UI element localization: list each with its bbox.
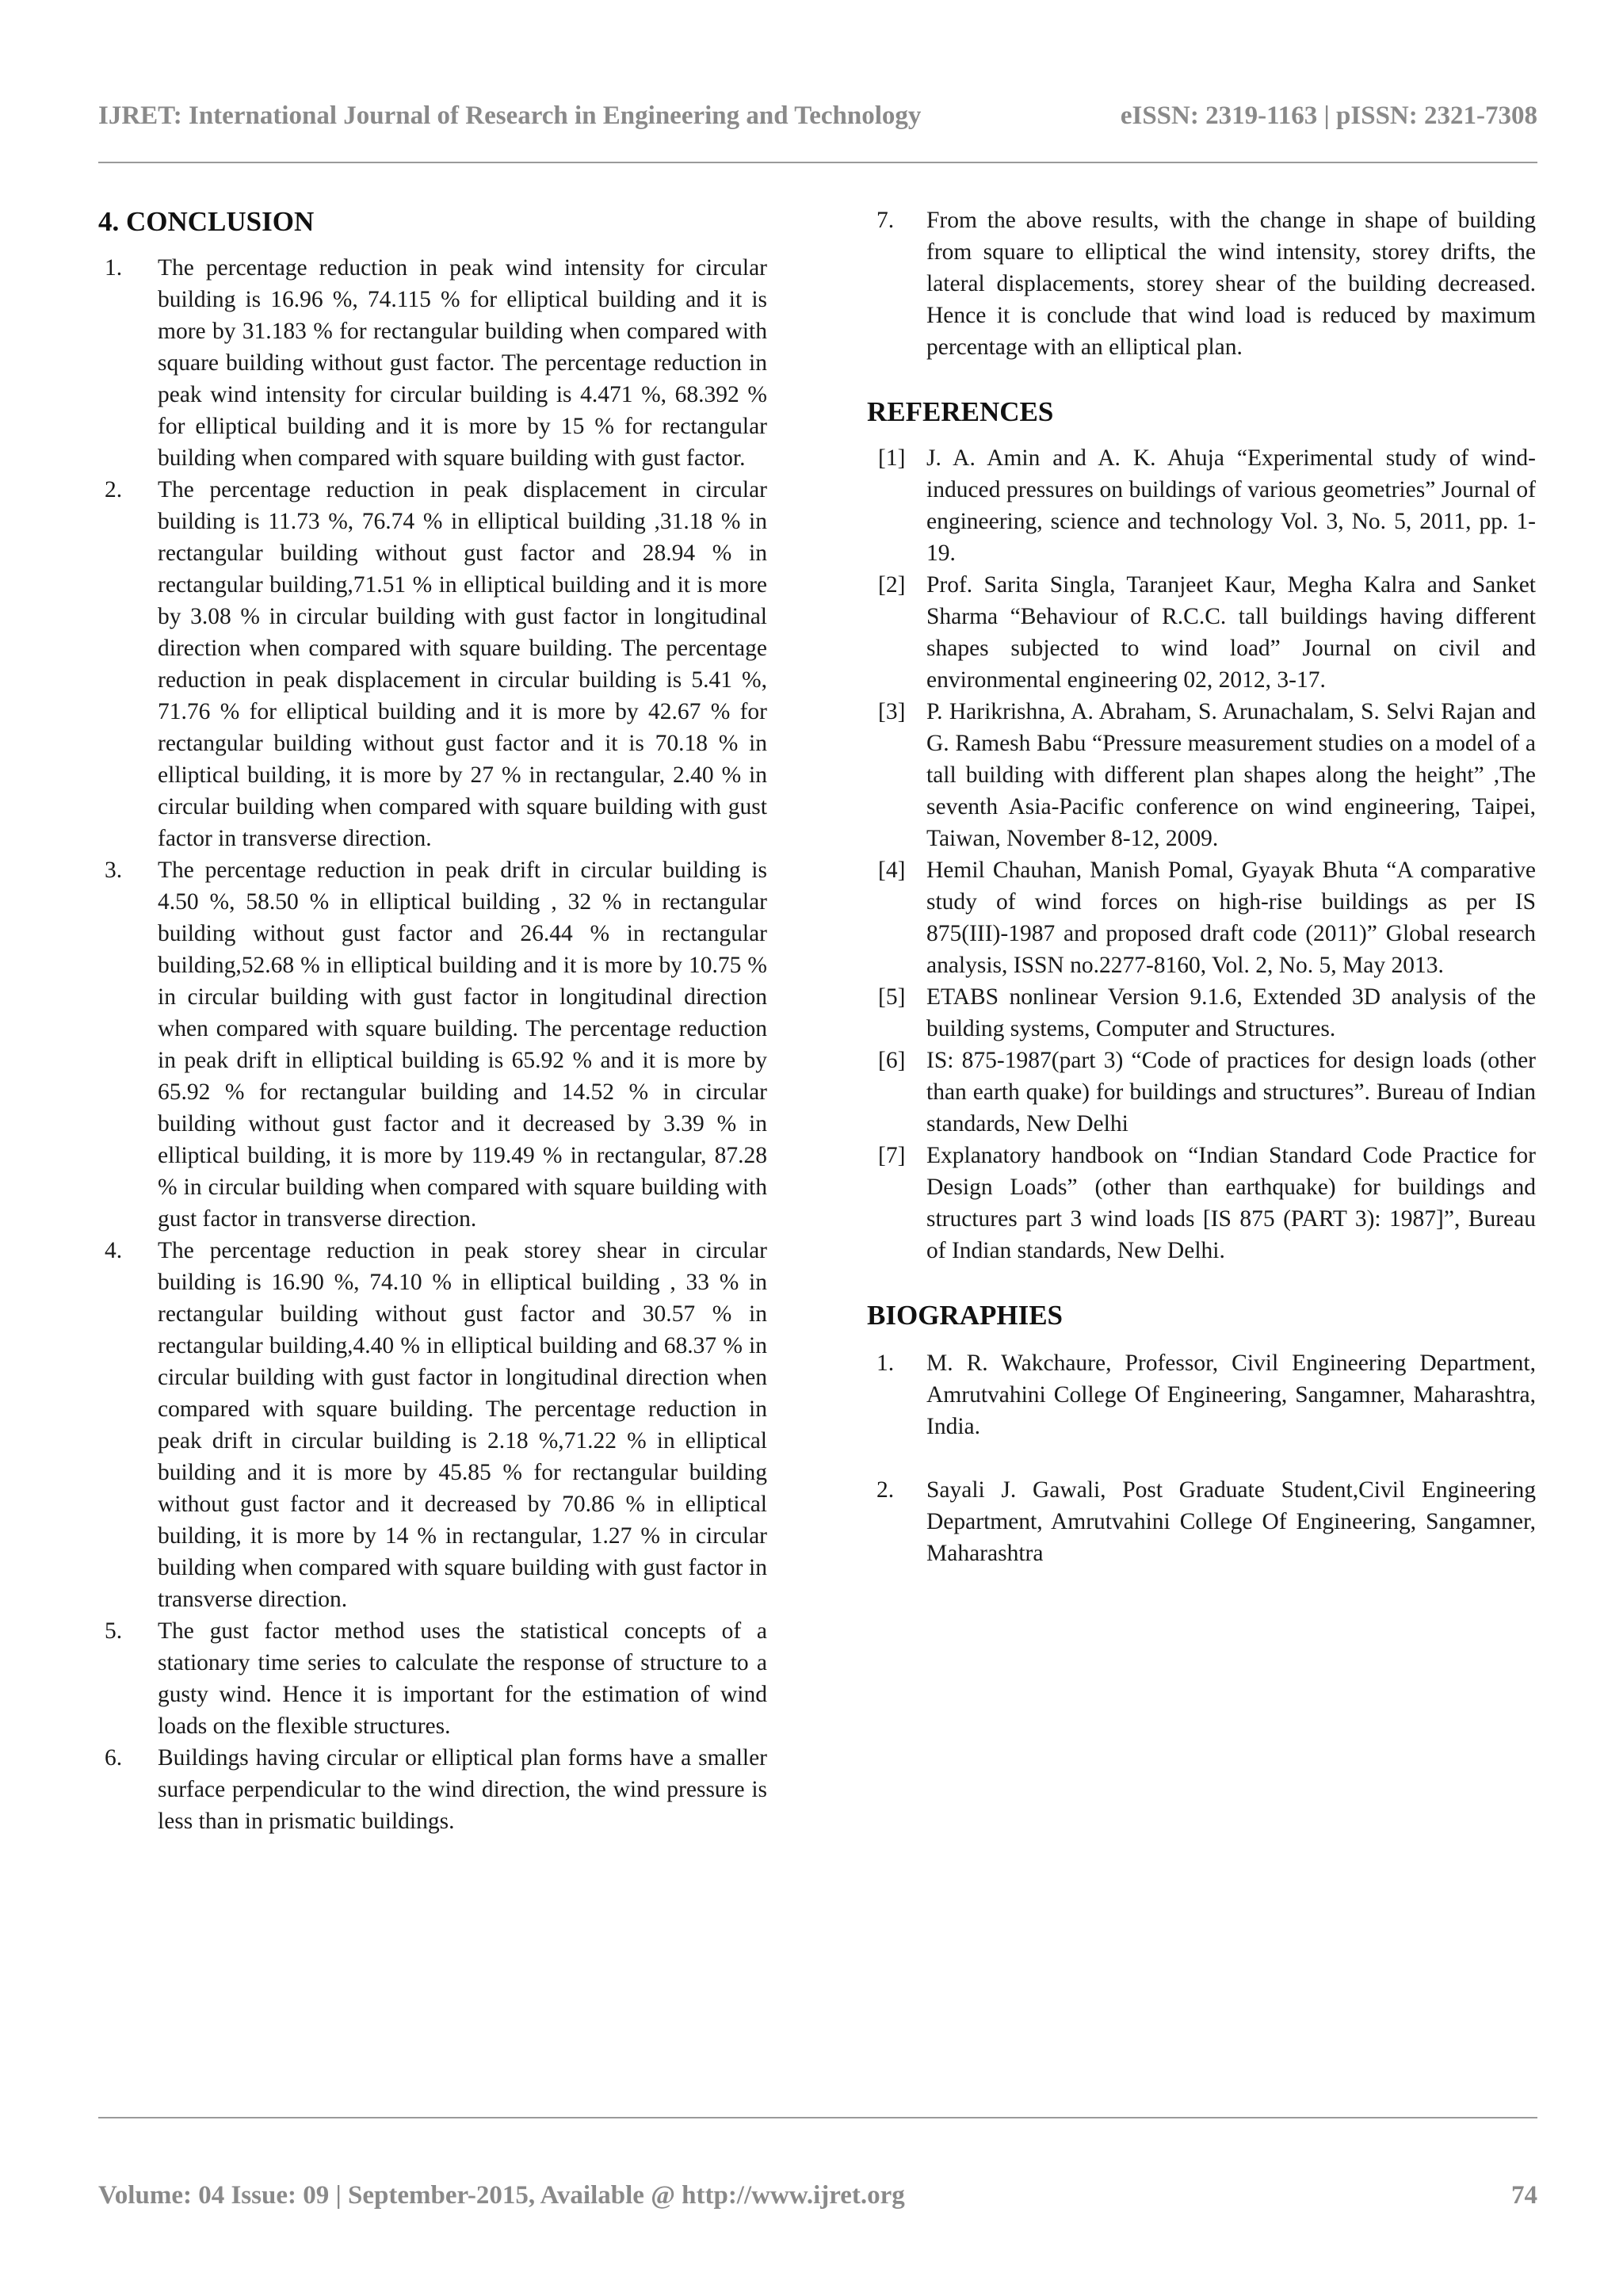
reference-item [867,981,1536,1045]
reference-text: J. A. Amin and A. K. Ahuja “Experimental study of wind-induced pressures on buildings of various geometries” Journal of engineering, science and technology Vol. 3, No. 5, 2011, pp. 1-19. [926,445,1536,566]
list-item-text: The percentage reduction in peak storey shear in circular building is 16.90 %, 74.10 % in elliptical building , 33 % in rectangular building without gust factor and 30.57 % in rectangular building,4.40 % in elliptical building and 68.37 % in circular building with gust factor in longitudinal direction when compared with square building. The percentage reduction in peak drift in circular building is 2.18 %,71.22 % in elliptical building and it is more by 45.85 % for rectangular building without gust factor and it decreased by 70.86 % in elliptical building, it is more by 14 % in rectangular, 1.27 % in circular building when compared with square building with gust factor in transverse direction. [158,1238,767,1612]
reference-item [867,1140,1536,1266]
reference-number: [7] [878,1143,906,1168]
running-footer [98,2181,1537,2210]
reference-item [867,1045,1536,1140]
list-item-text: The gust factor method uses the statistical concepts of a stationary time series to calculate the response of structure to a gusty wind. Hence it is important for the estimation of wind loads on the flexible structures. [158,1618,767,1739]
reference-number: [1] [878,445,906,471]
biographies-list [867,1347,1536,1569]
list-item-text: From the above results, with the change in shape of building from square to elliptical the wind intensity, storey drifts, the lateral displacements, storey shear of the building decreased. Hence it is conclude that wind load is reduced by maximum percentage with an elliptical plan. [926,208,1536,360]
list-item-number: 4. [105,1238,123,1263]
list-item [98,854,767,1235]
list-item [98,474,767,854]
list-item-number: 1. [105,255,123,281]
reference-number: [3] [878,699,906,724]
reference-item [867,696,1536,854]
biography-number: 2. [876,1477,895,1503]
running-header [98,101,1537,131]
biography-text: Sayali J. Gawali, Post Graduate Student,Civil Engineering Department, Amrutvahini College Of Engineering, Sangamner, Maharashtra [926,1477,1536,1566]
list-item [98,252,767,474]
list-item-number: 6. [105,1745,123,1771]
footer-rule [98,2117,1537,2118]
journal-title: IJRET: International Journal of Research in Engineering and Technology [98,101,922,130]
volume-info: Volume: 04 Issue: 09 | September-2015, Available @ http://www.ijret.org [98,2181,905,2210]
left-column [98,204,767,1837]
reference-text: P. Harikrishna, A. Abraham, S. Arunachalam, S. Selvi Rajan and G. Ramesh Babu “Pressure measurement studies on a model of a tall building with different plan shapes along the height” ,The seventh Asia-Pacific conference on wind engineering, Taipei, Taiwan, November 8-12, 2009. [926,699,1536,851]
biography-item [867,1347,1536,1442]
reference-number: [2] [878,572,906,598]
list-item-number: 5. [105,1618,123,1644]
reference-item [867,854,1536,981]
issn-label: eISSN: 2319-1163 | pISSN: 2321-7308 [1120,101,1537,130]
list-item-text: The percentage reduction in peak wind intensity for circular building is 16.96 %, 74.115 % for elliptical building and it is more by 31.183 % for rectangular building when compared with square building without gust factor. The percentage reduction in peak wind intensity for circular building is 4.471 %, 68.392 % for elliptical building and it is more by 15 % for rectangular building when compared with square building with gust factor. [158,255,767,471]
reference-number: [5] [878,984,906,1010]
list-item-number: 3. [105,858,123,883]
reference-text: IS: 875-1987(part 3) “Code of practices for design loads (other than earth quake) for buildings and structures”. Bureau of Indian standards, New Delhi [926,1048,1536,1137]
list-item [98,1235,767,1615]
list-item-number: 2. [105,477,123,502]
list-item [867,204,1536,363]
reference-item [867,442,1536,569]
list-item-text: Buildings having circular or elliptical plan forms have a smaller surface perpendicular to the wind direction, the wind pressure is less than in prismatic buildings. [158,1745,767,1834]
biographies-heading: BIOGRAPHIES [867,1300,1063,1331]
list-item [98,1742,767,1837]
references-section [867,395,1536,1266]
reference-text: Prof. Sarita Singla, Taranjeet Kaur, Megha Kalra and Sanket Sharma “Behaviour of R.C.C. tall buildings having different shapes subjected to wind load” Journal on civil and environmental engineering 02, 2012, 3-17. [926,572,1536,693]
list-item-number: 7. [876,208,895,233]
reference-text: Hemil Chauhan, Manish Pomal, Gyayak Bhuta “A comparative study of wind forces on high-rise buildings as per IS 875(III)-1987 and proposed draft code (2011)” Global research analysis, ISSN no.2277-8160, Vol. 2, No. 5, May 2013. [926,858,1536,978]
references-list [867,442,1536,1266]
biographies-section [867,1298,1536,1569]
reference-item [867,569,1536,696]
biography-text: M. R. Wakchaure, Professor, Civil Engineering Department, Amrutvahini College Of Engineering, Sangamner, Maharashtra, India. [926,1350,1536,1439]
biography-item [867,1474,1536,1569]
list-item [98,1615,767,1742]
right-column [867,204,1536,1601]
reference-text: Explanatory handbook on “Indian Standard Code Practice for Design Loads” (other than earthquake) for buildings and structures part 3 wind loads [IS 875 (PART 3): 1987]”, Bureau of Indian standards, New Delhi. [926,1143,1536,1263]
list-item-text: The percentage reduction in peak displacement in circular building is 11.73 %, 76.74 % in elliptical building ,31.18 % in rectangular building without gust factor and 28.94 % in rectangular building,71.51 % in elliptical building and it is more by 3.08 % in circular building with gust factor in longitudinal direction when compared with square building. The percentage reduction in peak displacement in circular building is 5.41 %, 71.76 % for elliptical building and it is more by 42.67 % for rectangular building without gust factor and it is 70.18 % in elliptical building, it is more by 27 % in rectangular, 2.40 % in circular building when compared with square building with gust factor in transverse direction. [158,477,767,851]
header-rule [98,162,1537,163]
reference-number: [4] [878,858,906,883]
references-heading: REFERENCES [867,396,1054,427]
reference-text: ETABS nonlinear Version 9.1.6, Extended 3D analysis of the building systems, Computer and Structures. [926,984,1536,1041]
reference-number: [6] [878,1048,906,1073]
biography-number: 1. [876,1350,895,1376]
list-item-text: The percentage reduction in peak drift in circular building is 4.50 %, 58.50 % in elliptical building , 32 % in rectangular building without gust factor and 26.44 % in rectangular building,52.68 % in elliptical building and it is more by 10.75 % in circular building with gust factor in longitudinal direction when compared with square building. The percentage reduction in peak drift in elliptical building is 65.92 % and it is more by 65.92 % for rectangular building and 14.52 % in circular building without gust factor and it decreased by 3.39 % in elliptical building, it is more by 119.49 % in rectangular, 87.28 % in circular building when compared with square building with gust factor in transverse direction. [158,858,767,1232]
page-number: 74 [1511,2181,1537,2210]
conclusion-list [98,252,767,1837]
conclusion-heading: 4. CONCLUSION [98,206,315,237]
